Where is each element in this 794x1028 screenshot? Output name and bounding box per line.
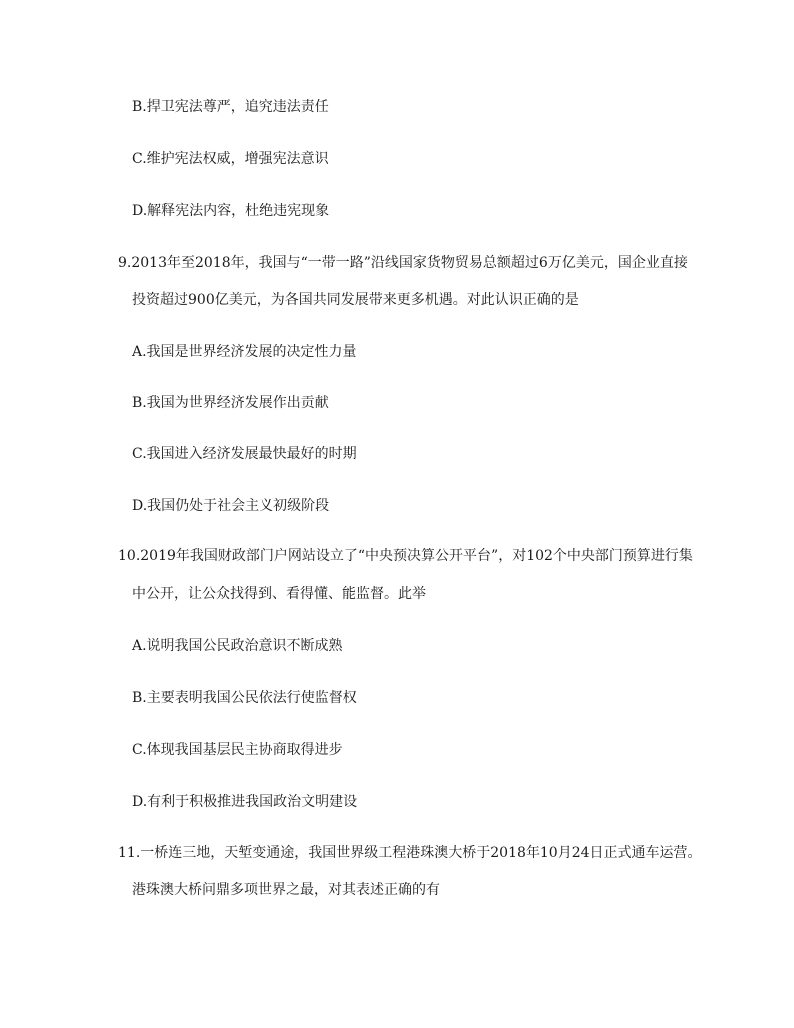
question-9-stem-line1: 9.2013年至2018年，我国与“一带一路”沿线国家货物贸易总额超过6万亿美元，国企业直接 xyxy=(118,255,688,271)
question-10-stem-line1: 10.2019年我国财政部门户网站设立了“中央预决算公开平台”，对102个中央部门预算进行集 xyxy=(118,548,693,564)
question-10-option-c: C.体现我国基层民主协商取得进步 xyxy=(132,742,343,758)
question-9-option-a: A.我国是世界经济发展的决定性力量 xyxy=(132,344,357,360)
option-b-prev: B.捍卫宪法尊严，追究违法责任 xyxy=(132,99,329,115)
question-9-option-d: D.我国仍处于社会主义初级阶段 xyxy=(132,498,330,514)
question-10-option-d: D.有利于积极推进我国政治文明建设 xyxy=(132,794,358,810)
question-11-stem-line2: 港珠澳大桥问鼎多项世界之最，对其表述正确的有 xyxy=(132,882,440,898)
question-9-option-c: C.我国进入经济发展最快最好的时期 xyxy=(132,446,357,462)
question-10-option-a: A.说明我国公民政治意识不断成熟 xyxy=(132,638,343,654)
option-d-prev: D.解释宪法内容，杜绝违宪现象 xyxy=(132,203,330,219)
question-9-stem-line2: 投资超过900亿美元，为各国共同发展带来更多机遇。对此认识正确的是 xyxy=(132,292,579,308)
question-10-option-b: B.主要表明我国公民依法行使监督权 xyxy=(132,690,357,706)
question-9-option-b: B.我国为世界经济发展作出贡献 xyxy=(132,395,329,411)
question-10-stem-line2: 中公开，让公众找得到、看得懂、能监督。此举 xyxy=(132,586,426,602)
question-11-stem-line1: 11.一桥连三地，天堑变通途，我国世界级工程港珠澳大桥于2018年10月24日正式通车运营。 xyxy=(118,845,702,861)
option-c-prev: C.维护宪法权威，增强宪法意识 xyxy=(132,151,329,167)
